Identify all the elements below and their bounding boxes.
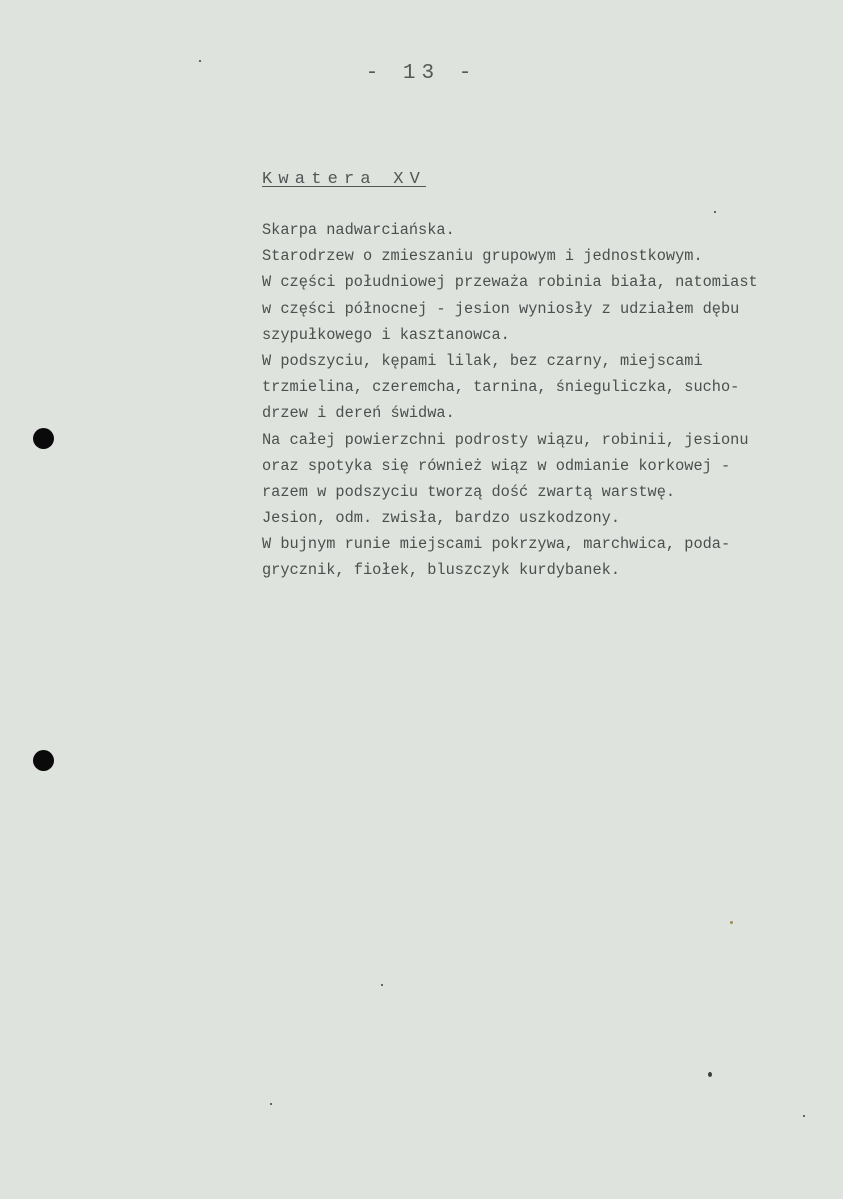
paper-speck — [708, 1072, 712, 1077]
paper-speck — [730, 921, 733, 924]
text-line: grycznik, fiołek, bluszczyk kurdybanek. — [262, 561, 621, 580]
text-line: drzew i dereń świdwa. — [262, 404, 455, 423]
text-line: W bujnym runie miejscami pokrzywa, marchwica, poda- — [262, 535, 731, 554]
text-line: W części południowej przeważa robinia biała, natomiast — [262, 273, 758, 292]
paper-speck — [270, 1103, 272, 1105]
paper-speck — [803, 1115, 805, 1117]
body-text — [262, 217, 822, 584]
text-line: Starodrzew o zmieszaniu grupowym i jednostkowym. — [262, 247, 703, 266]
text-line: oraz spotyka się również wiąz w odmianie korkowej - — [262, 456, 731, 475]
text-line: Jesion, odm. zwisła, bardzo uszkodzony. — [262, 509, 621, 528]
punch-hole-bottom — [33, 750, 54, 771]
text-line: trzmielina, czeremcha, tarnina, śnieguliczka, sucho- — [262, 378, 740, 397]
text-line: razem w podszyciu tworzą dość zwartą warstwę. — [262, 482, 676, 501]
paper-speck — [714, 211, 716, 213]
text-line: Skarpa nadwarciańska. — [262, 221, 455, 239]
paper-speck — [381, 984, 383, 986]
page-number: - 13 - — [365, 62, 478, 85]
text-line: Na całej powierzchni podrosty wiązu, robinii, jesionu — [262, 430, 749, 449]
text-line: w części północnej - jesion wyniosły z udziałem dębu — [262, 299, 740, 318]
punch-hole-top — [33, 428, 54, 449]
section-heading: Kwatera XV — [262, 170, 427, 189]
text-line: szypułkowego i kasztanowca. — [262, 325, 510, 344]
text-line: W podszyciu, kępami lilak, bez czarny, miejscami — [262, 351, 703, 370]
paper-speck — [199, 60, 201, 62]
